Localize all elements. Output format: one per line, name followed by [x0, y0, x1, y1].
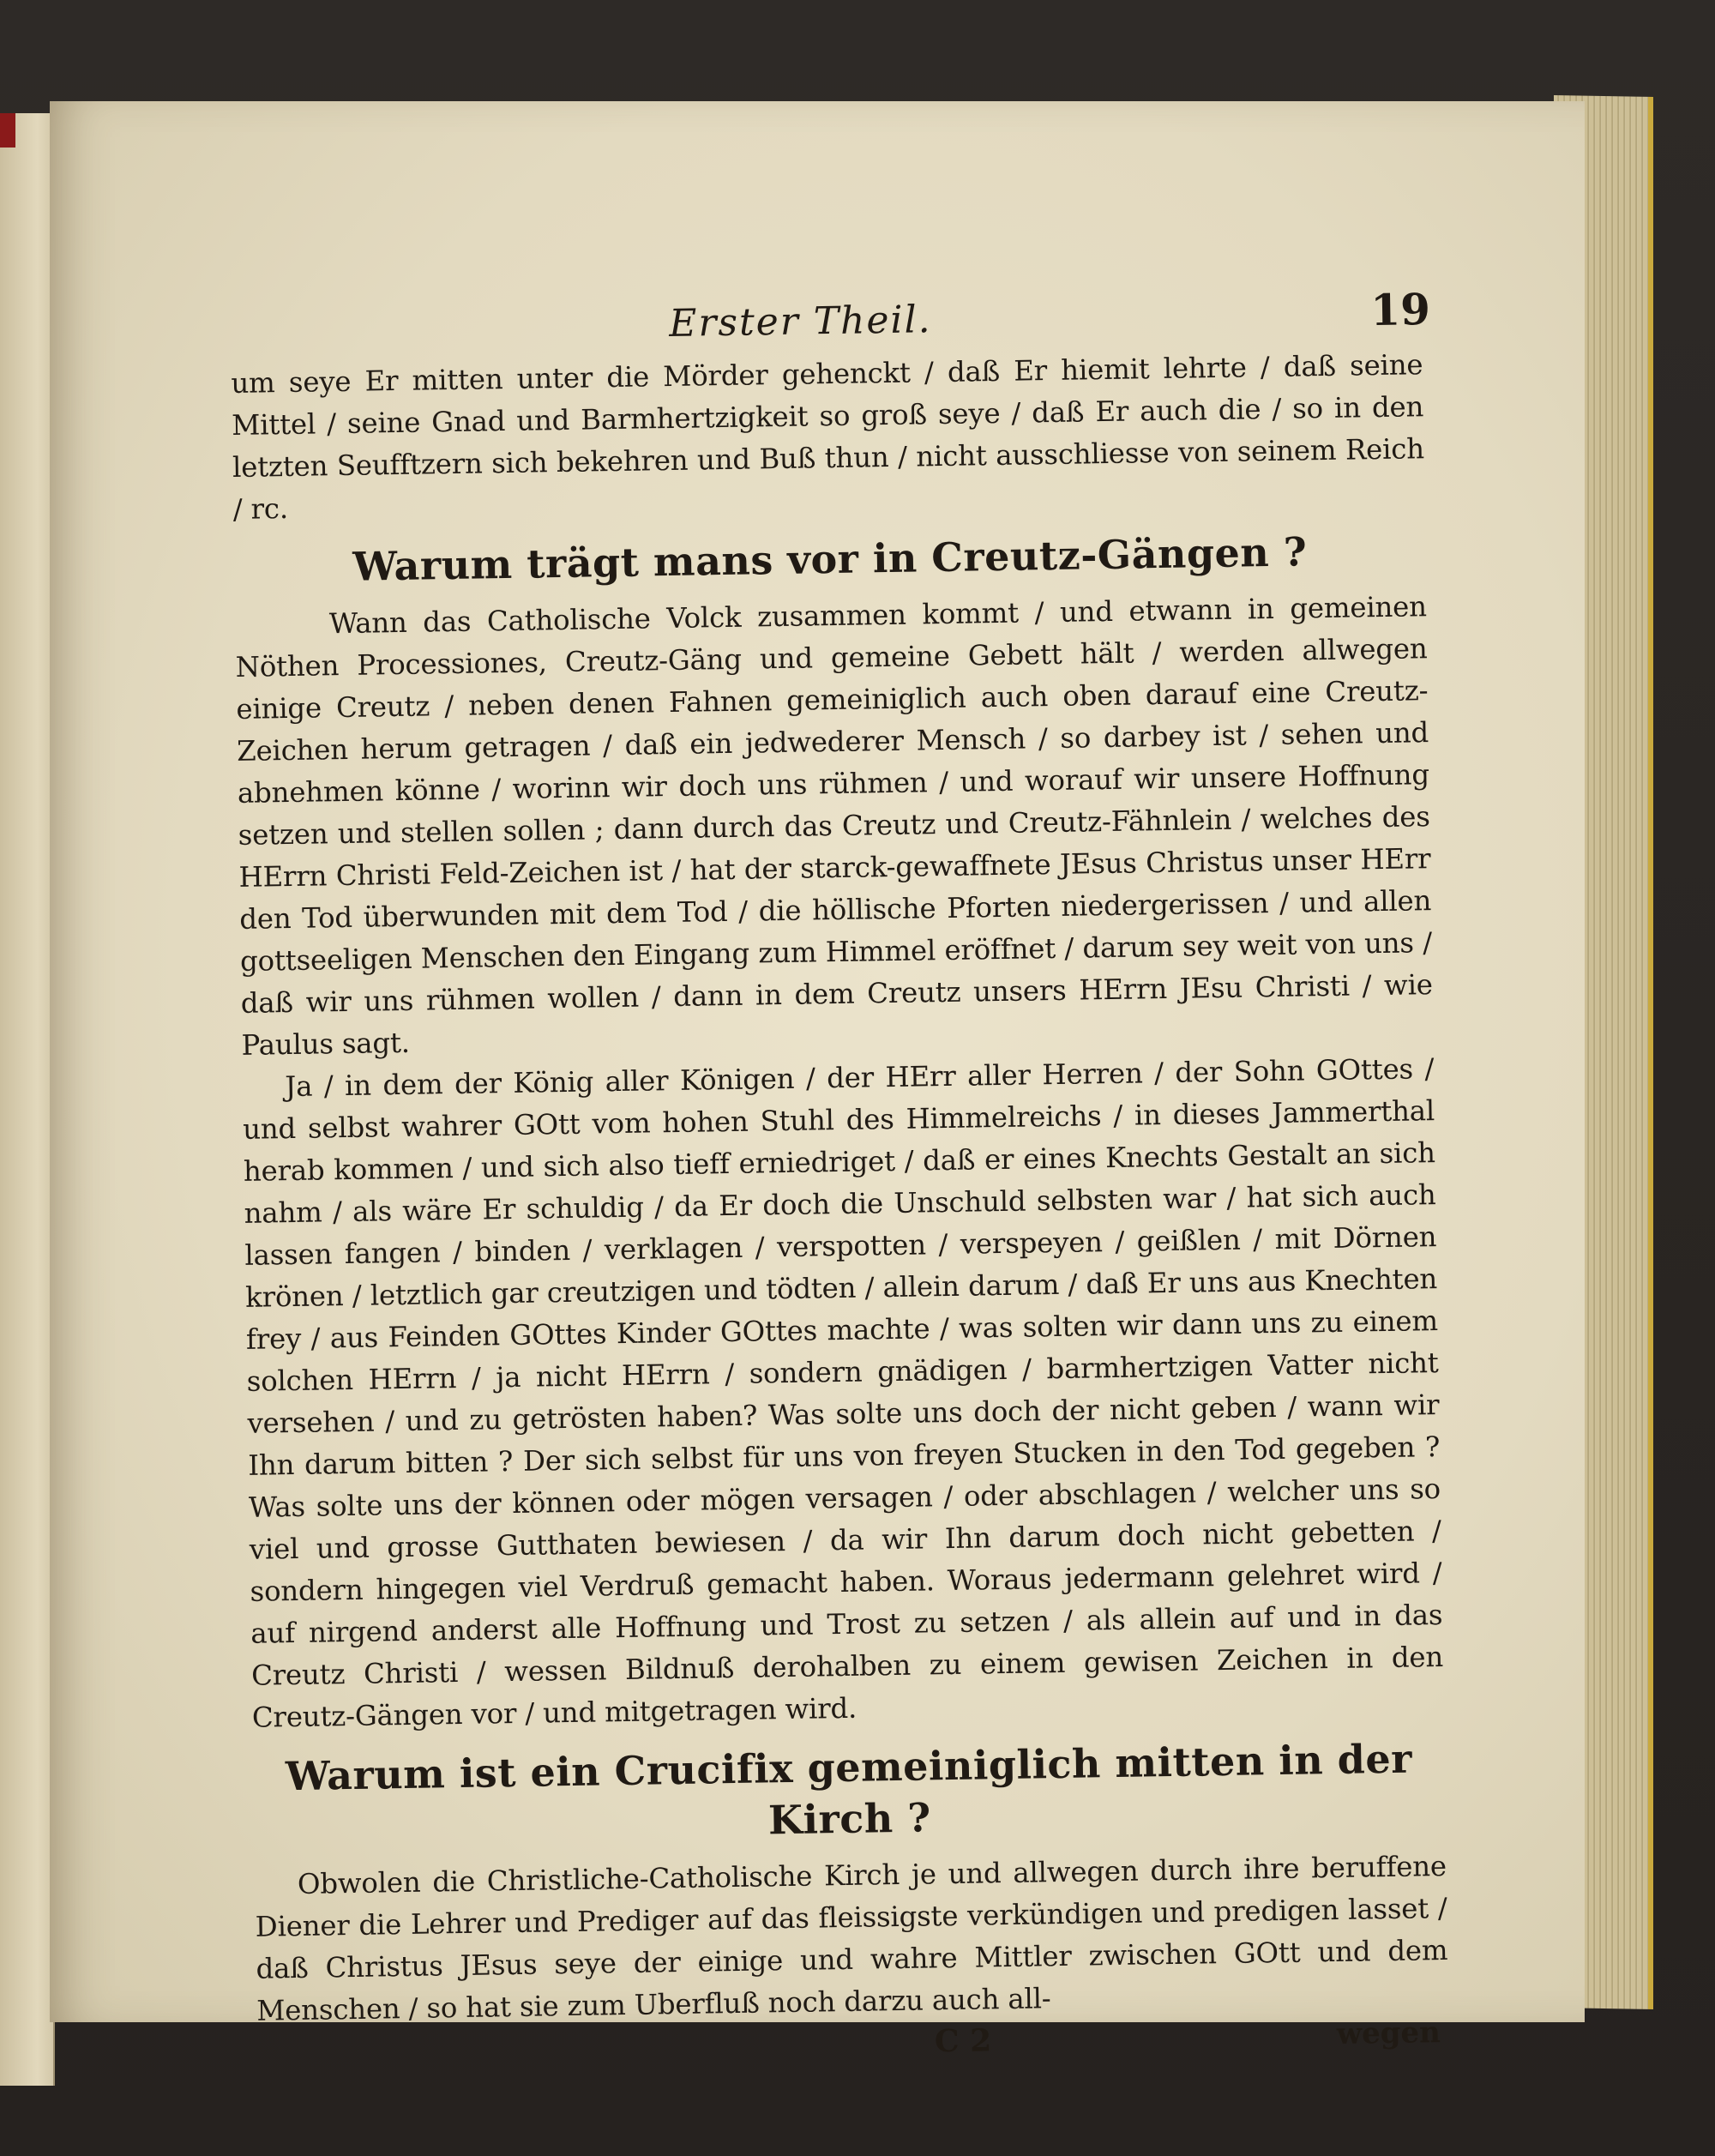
section-heading-creutz-gaengen: Warum trägt mans vor in Creutz-Gängen ? — [352, 528, 1308, 590]
paragraph-procession: Wann das Catholische Volck zusammen kommt / und etwann in gemeinen Nöthen Processiones, Creutz-Gäng und gemeine Gebett hält / werden allwegen einige Creutz / neben denen Fahnen gemeiniglich auch oben darauf eine Creutz-Zeichen herum getragen / daß ein jedwederer Mensch / so darbey ist / sehen und abnehmen könne / worinn wir doch uns rühmen / und worauf wir unsere Hoffnung setzen und stellen sollen ; dann durch das Creutz und Creutz-Fähnlein / welches des HErrn Christi Feld-Zeichen ist / hat der starck-gewaffnete JEsus Christus unser HErr den Tod überwunden mit dem Tod / die höllische Pforten niedergerissen / und allen gottseeligen Menschen den Eingang zum Himmel eröffnet / darum sey weit von uns / daß wir uns rühmen wollen / dann in dem Creutz unsers HErrn JEsu Christi / wie Paulus sagt. — [235, 590, 1433, 1062]
facing-page-edge — [0, 113, 55, 2086]
paragraph-continued: um seye Er mitten unter die Mörder gehenckt / daß Er hiemit lehrte / daß seine Mittel / seine Gnad und Barmhertzigkeit so groß seye / daß Er auch die / so in den letzten Seufftzern sich bekehren und Buß thun / nicht ausschliesse von seinem Reich / rc. — [231, 348, 1425, 526]
page-number: 19 — [1369, 284, 1431, 336]
running-head: Erster Theil. — [668, 298, 932, 346]
paragraph-obwolen: Obwolen die Christliche-Catholische Kirch je und allwegen durch ihre beruffene Diener die Lehrer und Prediger auf das fleissigste verkündigen und predigen lasset / daß Christus JEsus seye der einige und wahre Mittler zwischen GOtt und dem Menschen / so hat sie zum Uberfluß noch darzu auch all- — [255, 1849, 1448, 2027]
binding-ribbon — [0, 113, 15, 148]
signature-mark: C 2 — [934, 2022, 992, 2060]
section-heading-crucifix: Warum ist ein Crucifix gemeiniglich mitten in der Kirch ? — [285, 1735, 1413, 1844]
paragraph-koenig: Ja / in dem der König aller Königen / der HErr aller Herren / der Sohn GOttes / und selbst wahrer GOtt vom hohen Stuhl des Himmelreichs / in dieses Jammerthal herab kommen / und sich also tieff erniedriget / daß er eines Knechts Gestalt an sich nahm / als wäre Er schuldig / da Er doch die Unschuld selbsten war / hat sich auch lassen fangen / binden / verklagen / verspotten / verspeyen / geißlen / mit Dörnen krönen / letztlich gar creutzigen und tödten / allein darum / daß Er uns aus Knechten frey / aus Feinden GOttes Kinder GOttes machte / was solten wir dann uns zu einem solchen HErrn / ja nicht HErrn / sondern gnädigen / barmhertzigen Vatter nicht versehen / und zu getrösten haben? Was solte uns doch der nicht geben / wann wir Ihn darum bitten ? Der sich selbst für uns von freyen Stucken in den Tod gegeben ? Was solte uns der können oder mögen versagen / oder abschlagen / welcher uns so viel und grosse Gutthaten bewiesen / da wir Ihn darum doch nicht gebetten / sondern hingegen viel Verdruß gemacht haben. Woraus jedermann gelehret wird / auf nirgend anderst alle Hoffnung und Trost zu setzen / als allein auf und in das Creutz Christi / wessen Bildnuß derohalben zu einem gewisen Zeichen in den Creutz-Gängen vor / und mitgetragen wird. — [242, 1052, 1444, 1734]
book-page — [50, 101, 1585, 2060]
catchword: wegen — [1336, 2015, 1441, 2051]
text-block — [230, 284, 1449, 2079]
